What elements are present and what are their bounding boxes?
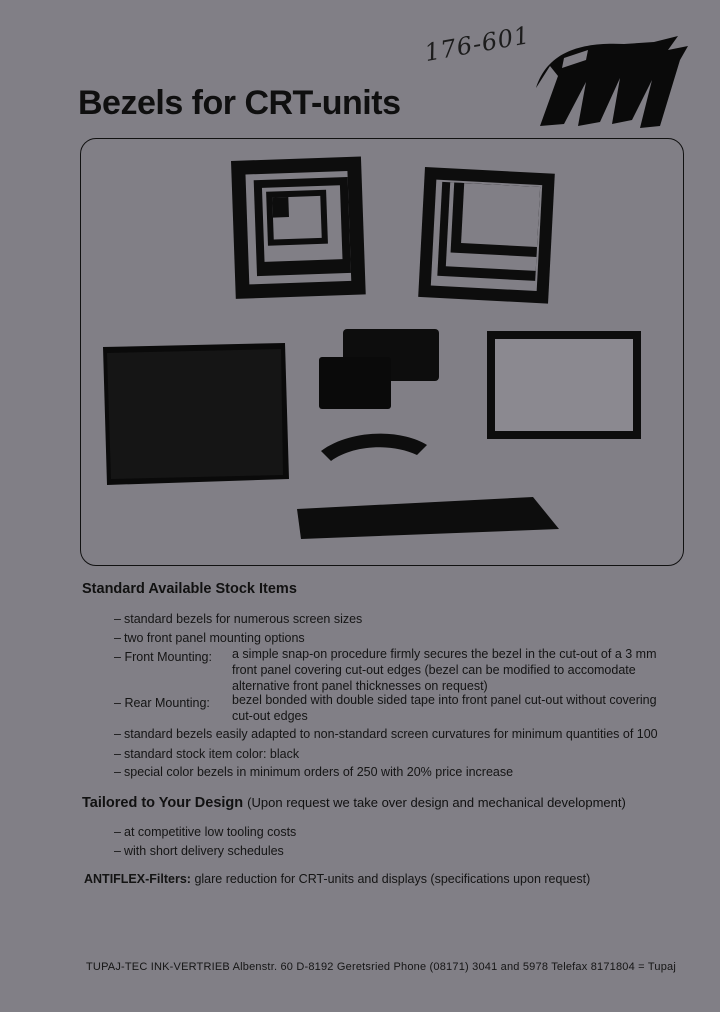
antiflex-label: ANTIFLEX-Filters:: [84, 872, 191, 886]
front-mounting-desc: a simple snap-on procedure firmly secures the bezel in the cut-out of a 3 mm front panel covering cut-out edges (bezel can be modified to accomodate alternative front panel thicknesses on request): [232, 647, 657, 693]
bezel-frame-icon: [231, 156, 366, 298]
list-item: – standard bezels easily adapted to non-standard screen curvatures for minimum quantities of 100: [114, 727, 658, 741]
stock-heading: Standard Available Stock Items: [82, 581, 297, 597]
antiflex-text: glare reduction for CRT-units and displays (specifications upon request): [194, 872, 591, 886]
list-item: – at competitive low tooling costs: [114, 825, 297, 839]
page-title: Bezels for CRT-units: [78, 84, 401, 122]
curved-strip-icon: [321, 434, 427, 461]
list-item: – with short delivery schedules: [114, 844, 284, 858]
list-item: – standard bezels for numerous screen sizes: [114, 612, 363, 626]
antiflex-line: [84, 872, 590, 886]
product-photo: [80, 138, 684, 566]
bezel-frame-icon: [418, 167, 555, 304]
long-strip-icon: [297, 497, 559, 539]
small-bezel-icon: [319, 357, 391, 409]
list-item: – special color bezels in minimum orders of 250 with 20% price increase: [114, 765, 514, 779]
list-item: – two front panel mounting options: [114, 631, 305, 645]
front-mounting-label: – Front Mounting:: [114, 650, 212, 664]
ttv-logo: [528, 36, 698, 136]
tailored-heading: Tailored to Your Design (Upon request we take over design and mechanical development): [82, 795, 626, 811]
rear-mounting-desc: bezel bonded with double sided tape into front panel cut-out without covering cut-out edges: [232, 693, 657, 723]
list-item: – standard stock item color: black: [114, 747, 300, 761]
footer-address: TUPAJ-TEC INK-VERTRIEB Albenstr. 60 D-8192 Geretsried Phone (08171) 3041 and 5978 Telefax 8171804 = Tupaj: [86, 961, 676, 973]
bezel-frame-icon: [487, 331, 641, 439]
bezel-panel-icon: [103, 343, 289, 485]
rear-mounting-label: – Rear Mounting:: [114, 696, 210, 710]
tailored-note: (Upon request we take over design and mechanical development): [247, 795, 626, 810]
handwritten-note: 176-601: [422, 20, 533, 68]
